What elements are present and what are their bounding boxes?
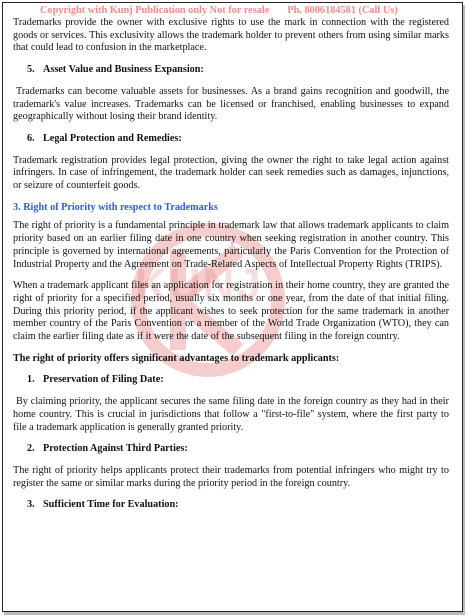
- numbered-heading: [13, 374, 449, 387]
- heading-text: Preservation of Filing Date:: [43, 374, 164, 386]
- section-heading: 3. Right of Priority with respect to Trademarks: [13, 201, 218, 213]
- watermark-text: KUNJ: [135, 260, 263, 309]
- heading-number: 5.: [27, 64, 35, 76]
- page-header: [13, 4, 449, 17]
- phone-number: Ph. 8006184581 (Call Us): [287, 5, 398, 16]
- numbered-heading: [13, 64, 449, 77]
- copyright-notice: Copyright with Kunj Publication only Not for resale: [40, 5, 270, 16]
- document-page: [13, 4, 449, 521]
- heading-text: Protection Against Third Parties:: [43, 443, 188, 455]
- numbered-heading: [13, 499, 449, 512]
- numbered-heading: [13, 443, 449, 456]
- paragraph: The right of priority helps applicants protect their trademarks from potential infringers who might try to register the same or similar marks during the priority period in the foreign country.: [13, 464, 449, 489]
- bold-lead: The right of priority offers significant advantages to trademark applicants:: [13, 352, 340, 364]
- heading-text: Asset Value and Business Expansion:: [43, 64, 204, 76]
- paragraph: The right of priority is a fundamental principle in trademark law that allows trademark applicants to claim priority based on an earlier filing date in one country when seeking registration in another country. This principle is governed by international agreements, particularly the Paris Convention for the Protection of Industrial Property and the Agreement on Trade-Related Aspects of Intellectual Property Rights (TRIPS).: [13, 220, 449, 270]
- heading-number: 1.: [27, 374, 35, 386]
- heading-text: Legal Protection and Remedies:: [43, 132, 182, 144]
- heading-text: Sufficient Time for Evaluation:: [43, 499, 179, 511]
- heading-number: 6.: [27, 132, 35, 144]
- numbered-heading: [13, 133, 449, 146]
- paragraph: Trademarks can become valuable assets for businesses. As a brand gains recognition and goodwill, the trademark's value increases. Trademarks can be licensed or franchised, enabling businesses to expand geographically without losing their brand identity.: [13, 85, 449, 123]
- paragraph: By claiming priority, the applicant secures the same filing date in the foreign country as they had in their home country. This is crucial in jurisdictions that follow a "first-to-file" system, where the first party to file a trademark application is generally granted priority.: [13, 396, 449, 433]
- paragraph: Trademarks provide the owner with exclusive rights to use the mark in connection with the registered goods or services. This exclusivity allows the trademark holder to prevent others from using similar marks that could lead to confusion in the marketplace.: [13, 17, 449, 54]
- paragraph: Trademark registration provides legal protection, giving the owner the right to take legal action against infringers. In case of infringement, the trademark holder can seek remedies such as damages, injunctions, or seizure of counterfeit goods.: [13, 154, 449, 192]
- paragraph: When a trademark applicant files an application for registration in their home country, they are granted the right of priority for a specified period, usually six months or one year, from the date of that initial filing. During this priority period, if the applicant wishes to seek protection for the same trademark in another member country of the Paris Convention or a member of the World Trade Organization (WTO), they can claim the earlier filing date as if it were the date of the subsequent filing in the foreign country.: [13, 280, 449, 343]
- heading-number: 3.: [27, 499, 35, 511]
- heading-number: 2.: [27, 443, 35, 455]
